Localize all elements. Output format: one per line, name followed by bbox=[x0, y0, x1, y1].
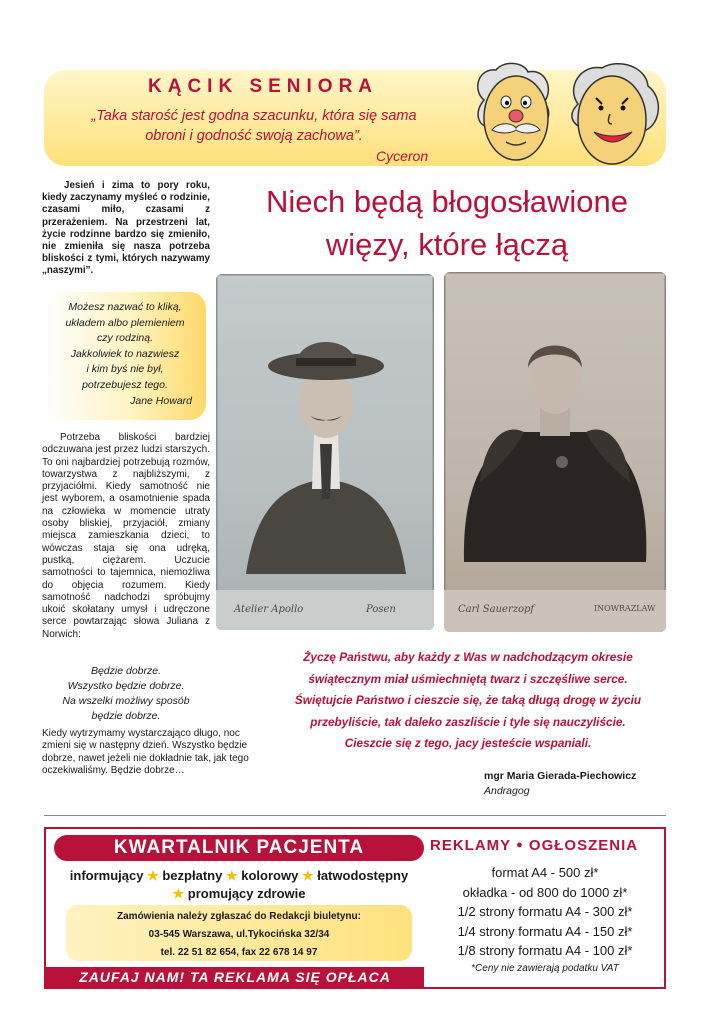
bullet-icon: ● bbox=[516, 839, 524, 851]
wishes-line: przebyliście, tak daleko zaszliście i tyle się nauczyliście. bbox=[310, 714, 626, 729]
ad-tag: promujący zdrowie bbox=[187, 886, 306, 901]
ads-title-right: OGŁOSZENIA bbox=[528, 837, 639, 854]
quote-line: Jakkolwiek to nazwiesz bbox=[70, 347, 180, 360]
body-paragraph: Potrzeba bliskości bardziej odczuwana jest przez ludzi starszych. To oni najbardziej potrzebują rozmów, towarzystwa z najbliższymi, z przyjaciółmi. Kiedy samotność nie jest wyborem, a osamotnienie spada na człowieka w momencie utraty osoby bliskiej, przyjaciół, zmiany miejsca zamieszkania dzieci, to wówczas staja się ona udręką, pustką, ciężarem. Uczucie samotności to tajemnica, niemożliwa do objęcia rozumem. Kiedy samotność nadchodzi spróbujmy ukoić skołatany umysł i udręczone serce powtarzając słowa Juliana z Norwich: bbox=[42, 432, 210, 640]
star-icon: ★ bbox=[301, 868, 314, 883]
order-address: 03-545 Warszawa, ul.Tykocińska 32/34 bbox=[148, 929, 330, 940]
poem-line: Na wszelki możliwy sposób bbox=[62, 695, 190, 707]
poem-line: Wszystko będzie dobrze. bbox=[67, 680, 185, 692]
quote-line: Możesz nazwać to kliką, bbox=[68, 301, 182, 313]
man-photo-studio-mark: Atelier Apollo bbox=[234, 604, 304, 615]
wishes-line: Cieszcie się z tego, jacy jesteście wspaniali. bbox=[344, 736, 592, 750]
ads-pricing-title bbox=[430, 837, 638, 854]
order-phone: tel. 22 51 82 654, fax 22 678 14 97 bbox=[160, 947, 318, 958]
order-info-box bbox=[66, 905, 412, 961]
quote-author: Jane Howard bbox=[130, 394, 192, 407]
quote-line: potrzebujesz tego. bbox=[82, 378, 168, 391]
intro-paragraph: Jesień i zima to pory roku, kiedy zaczynamy myśleć o rodzinie, czasami miło, czasami z przerażeniem. Na przestrzeni lat, życie rodzinne bardzo się zmieniło, nie zmieniła się nasza potrzeba bliskości z tymi, których nazywamy „naszymi”. bbox=[42, 180, 210, 277]
price-item: 1/4 strony formatu A4 - 150 zł* bbox=[457, 923, 633, 939]
headline-line: Niech będą błogosławione bbox=[266, 184, 628, 219]
portrait-photo-woman bbox=[444, 272, 666, 632]
header-quote-author: Cyceron bbox=[376, 148, 429, 164]
header-quote-line: „Taka starość jest godna szacunku, która się sama bbox=[91, 108, 417, 124]
wishes-line: Świętujcie Państwo i cieszcie się, że taką długą drogę w życiu bbox=[294, 693, 642, 707]
price-item: 1/2 strony formatu A4 - 300 zł* bbox=[457, 904, 633, 919]
wishes-line: świątecznym miał uśmiechniętą twarz i szczęśliwe serce. bbox=[308, 671, 628, 686]
section-title: KĄCIK SENIORA bbox=[148, 76, 379, 97]
author-role: Andragog bbox=[484, 785, 530, 797]
seniors-faces-illustration bbox=[470, 60, 670, 178]
woman-photo-city-mark: INOWRAZLAW bbox=[594, 604, 656, 613]
header-quote bbox=[74, 106, 434, 146]
wishes-text bbox=[248, 647, 688, 755]
ad-slogan-banner: ZAUFAJ NAM! TA REKLAMA SIĘ OPŁACA bbox=[46, 967, 424, 987]
advertisement-box bbox=[44, 827, 666, 989]
intro-column bbox=[42, 180, 210, 278]
poem-line: będzie dobrze. bbox=[91, 710, 161, 722]
headline-line: więzy, które łączą bbox=[325, 227, 569, 262]
header-quote-line: obroni i godność swoją zachowa”. bbox=[145, 128, 363, 144]
ad-tag: kolorowy bbox=[241, 868, 299, 883]
quote-line: czy rodziną. bbox=[96, 332, 154, 345]
quote-line: układem albo plemieniem bbox=[65, 316, 185, 329]
ad-title: KWARTALNIK PACJENTA bbox=[54, 835, 424, 861]
woman-portrait-drawing bbox=[444, 272, 666, 632]
man-portrait-drawing bbox=[216, 274, 434, 630]
price-item: format A4 - 500 zł* bbox=[491, 865, 599, 880]
vat-note: *Ceny nie zawierają podatku VAT bbox=[471, 963, 619, 974]
star-icon: ★ bbox=[172, 886, 185, 901]
woman-photo-studio-mark: Carl Sauerzopf bbox=[458, 604, 535, 615]
grandpa-face-icon bbox=[478, 63, 549, 160]
order-line: Zamówienia należy zgłaszać do Redakcji biuletynu: bbox=[117, 911, 361, 922]
article-headline bbox=[212, 180, 682, 266]
star-icon: ★ bbox=[225, 868, 238, 883]
poem-line: Będzie dobrze. bbox=[90, 665, 162, 677]
poem bbox=[42, 664, 210, 724]
ad-tag: łatwodostępny bbox=[317, 868, 409, 883]
price-item: okładka - od 800 do 1000 zł* bbox=[462, 884, 628, 900]
section-divider bbox=[44, 815, 666, 816]
author-name: mgr Maria Gierada-Piechowicz bbox=[484, 770, 637, 782]
man-photo-city-mark: Posen bbox=[366, 604, 396, 615]
portrait-photo-man bbox=[216, 274, 434, 630]
price-list bbox=[430, 863, 660, 961]
grandma-face-icon bbox=[572, 64, 658, 164]
quote-line: i kim byś nie był, bbox=[86, 363, 164, 376]
ad-tag: bezpłatny bbox=[162, 868, 223, 883]
ending-paragraph bbox=[42, 728, 252, 777]
ads-title-left: REKLAMY bbox=[430, 837, 511, 854]
ad-tag: informujący bbox=[69, 868, 144, 883]
star-icon: ★ bbox=[147, 868, 159, 883]
quote-box bbox=[44, 292, 206, 420]
price-item: 1/8 strony formatu A4 - 100 zł* bbox=[457, 943, 633, 958]
wishes-line: Życzę Państwu, aby każdy z Was w nadchodzącym okresie bbox=[303, 650, 633, 664]
ending-text: Kiedy wytrzymamy wystarczająco długo, noc zmieni się w następny dzień. Wszystko będzie dobrze, nawet jeżeli nie dokładnie tak, jak tego oczekiwaliśmy. Będzie dobrze… bbox=[42, 728, 249, 776]
ad-tags bbox=[54, 867, 424, 903]
